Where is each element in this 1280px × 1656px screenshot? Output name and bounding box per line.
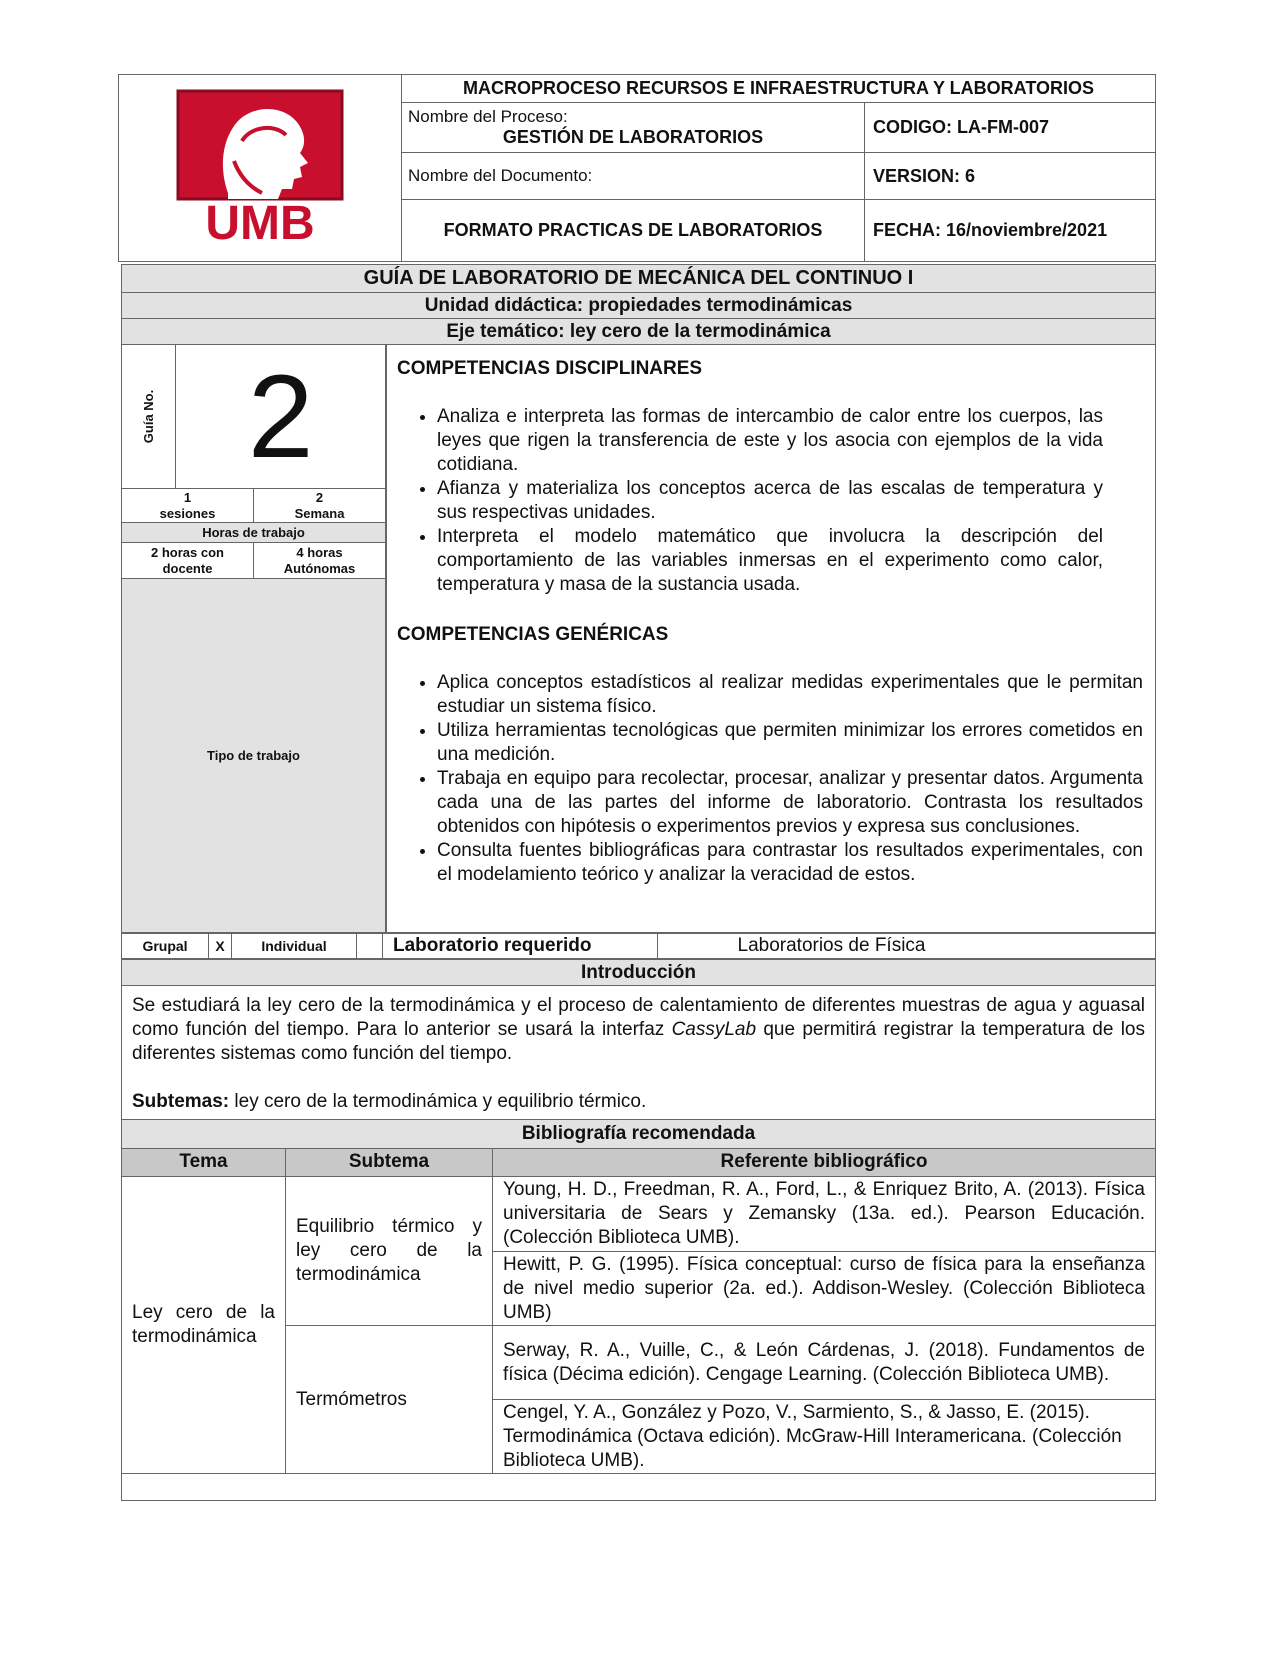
documento-label: Nombre del Documento: [402, 153, 865, 199]
header-table [118, 74, 1156, 262]
col-referente: Referente bibliográfico [493, 1148, 1156, 1177]
subtema-1: Equilibrio térmico y ley cero de la termodinámica [286, 1177, 493, 1326]
subtemas-label: Subtemas: [132, 1091, 230, 1112]
intro-text: Se estudiará la ley cero de la termodinámica y el proceso de calentamiento de diferentes muestras de agua y aguasal como función del tiempo. Para lo anterior se usará la interfaz [132, 995, 1145, 1040]
fecha: FECHA: 16/noviembre/2021 [865, 199, 1156, 261]
competencias-disciplinares-title: COMPETENCIAS DISCIPLINARES [397, 358, 703, 379]
semana-number: 2 [315, 489, 324, 505]
cassylab-text: CassyLab [671, 1019, 757, 1040]
intro-table [121, 959, 1156, 1123]
sesiones-number: 1 [183, 489, 192, 505]
list-item: • Utiliza herramientas tecnológicas que permiten minimizar los errores cometidos en una medición. [437, 719, 1143, 767]
guide-info-table [121, 344, 386, 933]
work-type-table [121, 933, 1156, 959]
individual-label: Individual [232, 934, 357, 959]
horas-autonomas: 4 horas Autónomas [254, 543, 386, 579]
list-item: • Consulta fuentes bibliográficas para contrastar los resultados experimentales, con el modelamiento teórico y analizar la veracidad de estos. [437, 839, 1143, 887]
genericas-list [397, 671, 1143, 887]
guide-title: GUÍA DE LABORATORIO DE MECÁNICA DEL CONTINUO I [122, 265, 1156, 293]
eje-tematico: Eje temático: ley cero de la termodinámica [122, 319, 1156, 345]
logo-cell [119, 75, 402, 262]
competencias-genericas-title: COMPETENCIAS GENÉRICAS [397, 624, 669, 645]
proceso-value: GESTIÓN DE LABORATORIOS [502, 127, 764, 148]
subtemas-text: ley cero de la termodinámica y equilibrio térmico. [229, 1091, 647, 1112]
grupal-label: Grupal [122, 934, 209, 959]
list-item: • Trabaja en equipo para recolectar, procesar, analizar y presentar datos. Argumenta cada una de las partes del informe de laboratorio. Contrasta los resultados obtenidos con hipótesis o experimentos previos y expresa sus conclusiones. [437, 767, 1143, 839]
version: VERSION: 6 [865, 153, 1156, 199]
disciplinares-list [397, 405, 1143, 597]
col-tema: Tema [122, 1148, 286, 1177]
bibliografia-title: Bibliografía recomendada [122, 1120, 1156, 1149]
intro-text-end: que permitirá registrar la temperatura de los diferentes sistemas como función del tiempo. [132, 1019, 1145, 1064]
list-item: • Analiza e interpreta las formas de intercambio de calor entre los cuerpos, las leyes que rigen la transferencia de este y los asocia con ejemplos de la vida cotidiana. [437, 405, 1103, 477]
col-subtema: Subtema [286, 1148, 493, 1177]
individual-mark [357, 934, 383, 959]
horas-docente: 2 horas con docente [122, 543, 254, 579]
intro-paragraph [132, 994, 1145, 1066]
ref-1: Young, H. D., Freedman, R. A., Ford, L., & Enriquez Brito, A. (2013). Física universitaria de Sears y Zemansky (13a. ed.). Pearson Educación. (Colección Biblioteca UMB). [493, 1177, 1156, 1252]
tema-cell: Ley cero de la termodinámica [122, 1177, 286, 1474]
horas-label: Horas de trabajo [122, 523, 386, 543]
list-item: • Afianza y materializa los conceptos acerca de las escalas de temperatura y sus respectivas unidades. [437, 477, 1103, 525]
umb-logo [150, 81, 370, 251]
guia-label: Guía No. [141, 389, 157, 444]
codigo: CODIGO: LA-FM-007 [865, 103, 1156, 153]
list-item: • Interpreta el modelo matemático que involucra la descripción del comportamiento de las variables inmersas en el experimento como calor, temperatura y masa de la sustancia usada. [437, 525, 1103, 597]
proceso-cell [402, 103, 865, 153]
bibliografia-table [121, 1119, 1156, 1501]
ref-2: Hewitt, P. G. (1995). Física conceptual: curso de física para la enseñanza de nivel medio superior (2a. ed.). Addison-Wesley. (Colección Biblioteca UMB) [493, 1251, 1156, 1326]
svg-text:UMB: UMB [205, 196, 315, 250]
guia-number: 2 [176, 345, 386, 489]
documento-value: FORMATO PRACTICAS DE LABORATORIOS [402, 199, 865, 261]
competencias-table [386, 344, 1156, 933]
proceso-label: Nombre del Proceso: [408, 107, 568, 127]
grupal-mark: X [209, 934, 232, 959]
list-item: • Aplica conceptos estadísticos al realizar medidas experimentales que le permitan estudiar un sistema físico. [437, 671, 1143, 719]
intro-title: Introducción [122, 960, 1156, 986]
subtemas-line [132, 1090, 1145, 1114]
lab-requerido-label: Laboratorio requerido [383, 934, 658, 959]
semana-label: Semana [294, 505, 345, 521]
guide-title-table [121, 264, 1156, 345]
semana-cell [254, 489, 386, 523]
macroproceso-title: MACROPROCESO RECURSOS E INFRAESTRUCTURA Y LABORATORIOS [402, 75, 1156, 103]
ref-3: Serway, R. A., Vuille, C., & León Cárdenas, J. (2018). Fundamentos de física (Décima edición). Cengage Learning. (Colección Biblioteca UMB). [493, 1326, 1156, 1400]
competencias-cell [387, 345, 1156, 933]
intro-body [122, 986, 1156, 1123]
unidad-didactica: Unidad didáctica: propiedades termodinámicas [122, 293, 1156, 319]
sesiones-label: sesiones [159, 505, 216, 521]
tipo-trabajo-label: Tipo de trabajo [122, 579, 386, 933]
subtema-2: Termómetros [286, 1326, 493, 1474]
guia-label-cell [122, 345, 176, 489]
sesiones-cell [122, 489, 254, 523]
ref-4: Cengel, Y. A., González y Pozo, V., Sarmiento, S., & Jasso, E. (2015). Termodinámica (Octava edición). McGraw-Hill Interamericana. (Colección Biblioteca UMB). [493, 1399, 1156, 1474]
empty-footer-row [122, 1474, 1156, 1501]
lab-requerido-value: Laboratorios de Física [658, 934, 1156, 959]
